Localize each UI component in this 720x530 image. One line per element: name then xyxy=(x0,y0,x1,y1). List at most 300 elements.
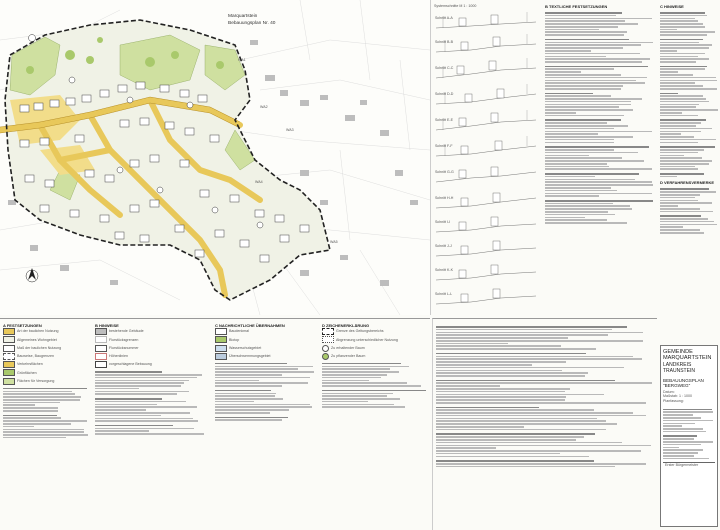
text-line xyxy=(660,77,716,79)
legend-border-symbol xyxy=(3,353,15,360)
text-line xyxy=(545,66,648,68)
text-line xyxy=(660,122,701,124)
text-line xyxy=(322,380,369,382)
legend-contour-symbol xyxy=(95,353,107,360)
legend-wa-symbol xyxy=(3,336,15,343)
text-line xyxy=(660,66,707,68)
text-line xyxy=(545,23,638,25)
legend-col3-lines xyxy=(215,363,315,421)
text-line xyxy=(660,125,696,127)
text-line xyxy=(545,155,589,157)
text-line xyxy=(322,368,390,370)
text-line xyxy=(545,142,614,144)
text-line xyxy=(663,455,694,457)
legend-road-symbol xyxy=(3,328,15,335)
legend-divider-symbol xyxy=(322,336,334,343)
text-line xyxy=(660,34,707,36)
text-line xyxy=(660,194,700,196)
text-line xyxy=(95,371,162,373)
text-line xyxy=(545,203,613,205)
text-line xyxy=(436,326,627,328)
text-line xyxy=(545,200,653,202)
text-line xyxy=(660,95,703,97)
text-line xyxy=(663,428,703,430)
text-line xyxy=(436,433,595,435)
section-cut-c: Schnitt C-C xyxy=(435,66,454,70)
text-line xyxy=(215,368,298,370)
legend-item: Grünflächen xyxy=(17,370,37,375)
text-line xyxy=(545,160,644,162)
text-line xyxy=(660,163,709,165)
text-line xyxy=(660,58,709,60)
text-line xyxy=(322,395,387,397)
text-line xyxy=(660,157,702,159)
text-line xyxy=(436,399,565,401)
text-line xyxy=(660,74,693,76)
text-line xyxy=(436,460,594,462)
text-line xyxy=(95,415,161,417)
wa-label-3: WA3 xyxy=(286,128,294,132)
text-line xyxy=(545,98,642,100)
text-line xyxy=(660,221,714,223)
text-line xyxy=(95,377,197,379)
legend-boundary-symbol xyxy=(322,328,334,335)
text-line xyxy=(436,436,584,438)
text-line xyxy=(660,23,703,25)
text-line xyxy=(660,109,718,111)
legend-monument-symbol xyxy=(215,328,227,335)
text-line xyxy=(95,380,189,382)
legend-item: Wasserschutzgebiet xyxy=(229,345,262,350)
text-line xyxy=(545,85,623,87)
text-line xyxy=(545,39,629,41)
text-line xyxy=(660,53,705,55)
legend-item: vorgeschlagene Bebauung xyxy=(109,362,152,367)
text-line xyxy=(663,444,701,446)
text-line xyxy=(660,119,706,121)
section-cut-k: Schnitt K-K xyxy=(435,268,453,272)
text-line xyxy=(545,106,619,108)
text-line xyxy=(215,417,288,419)
text-line xyxy=(660,176,677,178)
text-line xyxy=(436,361,566,363)
legend-item: Überschwemmungsgebiet xyxy=(229,354,271,359)
text-line xyxy=(660,88,717,90)
text-line xyxy=(545,166,609,168)
text-line xyxy=(660,56,698,58)
text-line xyxy=(545,128,614,130)
text-line xyxy=(545,125,628,127)
text-line xyxy=(322,374,387,376)
text-line xyxy=(322,390,426,392)
text-line xyxy=(436,356,633,358)
legend-item: Höhenlinien xyxy=(109,354,128,359)
text-line xyxy=(545,56,606,58)
text-line xyxy=(436,396,566,398)
text-line xyxy=(545,29,599,31)
text-line xyxy=(436,334,608,336)
text-line xyxy=(215,374,282,376)
text-line xyxy=(215,382,308,384)
text-line xyxy=(660,215,701,217)
text-line xyxy=(660,98,706,100)
legend-proposed-symbol xyxy=(95,361,107,368)
text-line xyxy=(660,61,696,63)
text-line xyxy=(545,211,608,213)
text-line xyxy=(436,391,565,393)
text-line xyxy=(3,417,61,419)
text-line xyxy=(660,142,698,144)
text-column-1 xyxy=(545,4,655,314)
legend-item: Art der baulichen Nutzung xyxy=(17,329,59,334)
text-line xyxy=(663,458,709,460)
text-line xyxy=(660,226,683,228)
text-line xyxy=(660,18,695,20)
site-map-svg xyxy=(0,0,430,315)
text-line xyxy=(95,428,194,430)
text-line xyxy=(545,133,598,135)
text-line xyxy=(660,112,682,114)
text-line xyxy=(545,217,585,219)
tree-plant-icon xyxy=(322,353,329,360)
wa-label-2: WA2 xyxy=(260,105,268,109)
text-line xyxy=(3,402,60,404)
text-column-4 xyxy=(432,318,657,530)
text-line xyxy=(545,80,636,82)
text-line xyxy=(660,101,709,103)
text-line xyxy=(660,71,678,73)
text-line xyxy=(436,353,586,355)
text-line xyxy=(322,382,407,384)
text-line xyxy=(436,345,561,347)
text-line xyxy=(215,419,282,421)
legend-item: Abgrenzung unterschiedlicher Nutzung xyxy=(336,337,398,342)
text-line xyxy=(95,418,193,420)
text-line xyxy=(436,423,617,425)
text-line xyxy=(545,104,631,106)
legend-supply-symbol xyxy=(3,378,15,385)
text-line xyxy=(545,136,633,138)
text-line xyxy=(545,34,624,36)
text-line xyxy=(660,128,712,130)
text-line xyxy=(545,42,653,44)
text-line xyxy=(660,68,705,70)
text-line xyxy=(322,406,405,408)
wa-label-5: WA5 xyxy=(330,240,338,244)
text-line xyxy=(95,430,149,432)
legend-water-symbol xyxy=(215,345,227,352)
legend-item: Allgemeines Wohngebiet xyxy=(17,337,57,342)
text-line xyxy=(663,423,695,425)
text-line xyxy=(95,409,146,411)
text-line xyxy=(215,363,287,365)
text-line xyxy=(545,152,638,154)
legend-item: Zu erhaltender Baum xyxy=(331,345,365,350)
wa-label-1: WA1 xyxy=(238,58,246,62)
text-line xyxy=(3,426,34,428)
text-line xyxy=(545,77,647,79)
section-cut-a: Schnitt A-A xyxy=(435,16,453,20)
section-cut-e: Schnitt E-E xyxy=(435,118,453,122)
stamp-date-label: Datum: xyxy=(663,389,675,394)
legend-col-4 xyxy=(322,323,427,409)
text-line xyxy=(663,425,682,427)
legend-measure-symbol xyxy=(3,345,15,352)
text-line xyxy=(3,396,81,398)
text-line xyxy=(215,377,310,379)
text-line xyxy=(663,435,697,437)
legend-col-2 xyxy=(95,323,205,436)
text-line xyxy=(436,466,615,468)
text-line xyxy=(436,375,585,377)
text-line xyxy=(545,58,650,60)
text-line xyxy=(95,420,198,422)
text-line xyxy=(215,398,283,400)
text-line xyxy=(95,391,189,393)
text-line xyxy=(663,417,701,419)
text-line xyxy=(3,420,87,422)
text-line xyxy=(436,447,496,449)
text-line xyxy=(545,168,652,170)
map-top-label-2: Bebauungsplan Nr. 40 xyxy=(228,21,276,26)
text-line xyxy=(545,119,621,121)
text-line xyxy=(436,418,597,420)
stamp-version-label: Planfassung: xyxy=(663,399,684,403)
text-line xyxy=(660,93,678,95)
text-line xyxy=(95,382,184,384)
text-line xyxy=(660,232,704,234)
text-line xyxy=(436,420,606,422)
section-cut-d: Schnitt D-D xyxy=(435,92,454,96)
text-line xyxy=(663,411,713,413)
text-line xyxy=(436,412,633,414)
text-line xyxy=(436,429,606,431)
text-line xyxy=(215,366,313,368)
text-line xyxy=(660,131,701,133)
text-line xyxy=(663,420,713,422)
text-line xyxy=(545,44,641,46)
text-line xyxy=(663,441,713,443)
text-line xyxy=(545,71,581,73)
text-line xyxy=(436,380,615,382)
text-line xyxy=(545,82,645,84)
text-line xyxy=(436,385,500,387)
text-line xyxy=(436,445,651,447)
text-line xyxy=(545,195,599,197)
text-line xyxy=(436,442,622,444)
text-line xyxy=(660,31,715,33)
legend-item: Grenze des Geltungsbereichs xyxy=(336,329,384,334)
legend-item: Biotop xyxy=(229,337,240,342)
text-line xyxy=(660,191,716,193)
text-column-2 xyxy=(660,4,718,344)
text-line xyxy=(660,202,712,204)
text-line xyxy=(660,160,712,162)
text-line xyxy=(660,50,677,52)
text-line xyxy=(436,426,524,428)
text-line xyxy=(436,415,646,417)
legend-item: Flurstücksnummer xyxy=(109,345,139,350)
stamp-municipality: GEMEINDE MARQUARTSTEIN xyxy=(663,349,712,362)
stamp-lines xyxy=(661,404,717,463)
text-line xyxy=(322,377,381,379)
legend-col-1 xyxy=(3,323,88,440)
text-line xyxy=(663,452,698,454)
text-line xyxy=(545,149,614,151)
text-line xyxy=(436,329,612,331)
text-line xyxy=(545,214,615,216)
text-line xyxy=(545,88,621,90)
text-line xyxy=(545,205,630,207)
legend-item: Flurstücksgrenzen xyxy=(109,337,139,342)
text-line xyxy=(660,39,703,41)
text-line xyxy=(3,393,75,395)
text-line xyxy=(663,447,679,449)
text-line xyxy=(3,407,58,409)
text-line xyxy=(436,367,624,369)
text-line xyxy=(660,47,709,49)
text-line xyxy=(3,437,66,439)
text-line xyxy=(545,31,627,33)
text-line xyxy=(545,146,649,148)
text-line xyxy=(215,380,259,382)
text-line xyxy=(663,431,706,433)
text-line xyxy=(663,449,703,451)
text-line xyxy=(3,429,84,431)
text-line xyxy=(215,395,275,397)
wa-label-4: WA4 xyxy=(255,180,263,184)
legend-col4-header: D ZEICHENERKLÄRUNG xyxy=(322,323,370,328)
text-line xyxy=(545,26,618,28)
section-cut-j: Schnitt J-J xyxy=(435,244,452,248)
text-line xyxy=(215,401,254,403)
text-line xyxy=(436,370,562,372)
text-line xyxy=(436,409,594,411)
text-line xyxy=(3,410,58,412)
text-line xyxy=(3,431,84,433)
text-lines-1 xyxy=(545,12,655,224)
legend-item: bestehende Gebäude xyxy=(109,329,144,334)
text-line xyxy=(660,115,698,117)
text-line xyxy=(660,80,717,82)
text-line xyxy=(545,208,632,210)
text-line xyxy=(545,68,614,70)
text-line xyxy=(660,229,700,231)
text-line xyxy=(545,219,607,221)
stamp-plan-name: BEBAUUNGSPLAN "BERGWEG" xyxy=(663,377,704,388)
text-line xyxy=(322,385,421,387)
text-line xyxy=(660,15,707,17)
text-lines-3 xyxy=(660,188,718,233)
section-svg xyxy=(431,10,543,320)
text-line xyxy=(660,133,681,135)
text-line xyxy=(436,358,642,360)
text-line xyxy=(215,393,276,395)
text-line xyxy=(660,82,695,84)
text-line xyxy=(545,179,635,181)
text-line xyxy=(660,146,715,148)
text-line xyxy=(95,393,177,395)
text-line xyxy=(545,50,591,52)
text-line xyxy=(436,394,604,396)
section-cut-l: Schnitt L-L xyxy=(435,292,453,296)
text-line xyxy=(660,200,698,202)
text-line xyxy=(660,173,704,175)
text-line xyxy=(436,463,646,465)
legend-existing-symbol xyxy=(95,328,107,335)
legend-number-symbol xyxy=(95,345,107,352)
text-line xyxy=(215,390,271,392)
text-line xyxy=(3,399,80,401)
text-line xyxy=(660,166,695,168)
mid-header: B TEXTLICHE FESTSETZUNGEN xyxy=(545,4,608,9)
text-line xyxy=(660,104,699,106)
text-line xyxy=(545,157,622,159)
text-line xyxy=(660,155,684,157)
text-line xyxy=(545,47,623,49)
text-line xyxy=(322,401,368,403)
text-line xyxy=(545,163,607,165)
legend-item: Verkehrsflächen xyxy=(17,362,43,367)
legend-item: Bauweise, Baugrenzen xyxy=(17,354,54,359)
text-line xyxy=(660,44,712,46)
text-line xyxy=(545,112,576,114)
text-line xyxy=(215,412,270,414)
text-line xyxy=(545,115,624,117)
text-line xyxy=(660,218,708,220)
site-map xyxy=(0,0,430,315)
legend-item: Flächen für Versorgung xyxy=(17,378,55,383)
right-header: C HINWEISE xyxy=(660,4,684,9)
text-line xyxy=(545,131,652,133)
text-line xyxy=(95,388,139,390)
text-line xyxy=(436,382,652,384)
text-line xyxy=(95,385,181,387)
text-line xyxy=(660,139,716,141)
legend-col1-lines xyxy=(3,388,88,439)
text-line xyxy=(436,337,568,339)
text-line xyxy=(660,12,705,14)
text-line xyxy=(322,398,400,400)
stamp-scale-label: Maßstab: 1 : 1000 xyxy=(663,394,692,399)
section-cut-g: Schnitt G-G xyxy=(435,170,454,174)
text-line xyxy=(436,407,539,409)
text-line xyxy=(322,404,394,406)
text-line xyxy=(545,139,614,141)
text-line xyxy=(660,42,699,44)
text-line xyxy=(436,343,508,345)
tree-keep-icon xyxy=(322,345,329,352)
text-line xyxy=(545,181,652,183)
legend-parcel-symbol xyxy=(95,336,107,343)
section-drawings xyxy=(430,0,542,315)
text-line xyxy=(545,122,607,124)
text-line xyxy=(545,61,642,63)
text-line xyxy=(436,453,560,455)
text-line xyxy=(545,109,633,111)
legend-biotope-symbol xyxy=(215,336,227,343)
text-line xyxy=(215,371,314,373)
text-line xyxy=(660,20,698,22)
text-line xyxy=(436,439,576,441)
right-header-2: D VERFAHRENSVERMERKE xyxy=(660,180,715,186)
legend-col2-header: B HINWEISE xyxy=(95,323,119,328)
section-cut-f: Schnitt F-F xyxy=(435,144,453,148)
text-line xyxy=(436,364,532,366)
text-line xyxy=(322,363,401,365)
text-line xyxy=(660,168,698,170)
text-line xyxy=(215,406,312,408)
